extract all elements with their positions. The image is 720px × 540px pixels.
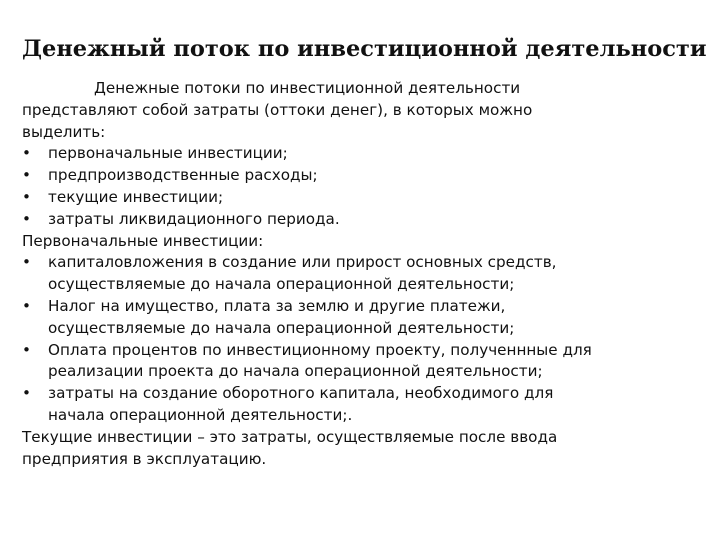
list-item-text: предпроизводственные расходы; <box>48 166 318 185</box>
closing-line: Текущие инвестиции – это затраты, осуществляемые после ввода <box>22 427 558 446</box>
list-item <box>22 143 702 165</box>
subheading: Первоначальные инвестиции: <box>22 231 264 250</box>
list-item <box>22 296 702 318</box>
list-item <box>22 340 702 362</box>
list-item-continuation: начала операционной деятельности;. <box>48 405 353 424</box>
list-item <box>22 187 702 209</box>
bullet-icon: • <box>22 253 31 272</box>
closing-line: предприятия в эксплуатацию. <box>22 449 267 468</box>
list-item-text: первоначальные инвестиции; <box>48 144 288 163</box>
list-item-continuation: осуществляемые до начала операционной деятельности; <box>48 318 515 337</box>
list-item <box>22 165 702 187</box>
bullet-icon: • <box>22 340 31 359</box>
list-item-text: текущие инвестиции; <box>48 187 224 206</box>
list-item-text: Налог на имущество, плата за землю и другие платежи, <box>48 296 506 315</box>
list-item-text: затраты на создание оборотного капитала, необходимого для <box>48 384 554 403</box>
slide-body <box>22 78 702 470</box>
bullet-icon: • <box>22 187 31 206</box>
list-item <box>22 383 702 405</box>
list-item <box>22 209 702 231</box>
bullet-icon: • <box>22 209 31 228</box>
list-item-text: капиталовложения в создание или прирост основных средств, <box>48 253 557 272</box>
list-item-text: Оплата процентов по инвестиционному проекту, полученнные для <box>48 340 592 359</box>
intro-line: представляют собой затраты (оттоки денег), в которых можно <box>22 100 533 119</box>
bullet-icon: • <box>22 166 31 185</box>
slide-title: Денежный поток по инвестиционной деятельности <box>22 36 707 62</box>
bullet-icon: • <box>22 296 31 315</box>
bullet-icon: • <box>22 144 31 163</box>
list-item-continuation: реализации проекта до начала операционной деятельности; <box>48 362 543 381</box>
list-item-continuation: осуществляемые до начала операционной деятельности; <box>48 275 515 294</box>
bullet-icon: • <box>22 384 31 403</box>
list-item <box>22 252 702 274</box>
intro-line: Денежные потоки по инвестиционной деятельности <box>94 79 521 97</box>
intro-line: выделить: <box>22 122 106 141</box>
list-item-text: затраты ликвидационного периода. <box>48 209 340 228</box>
